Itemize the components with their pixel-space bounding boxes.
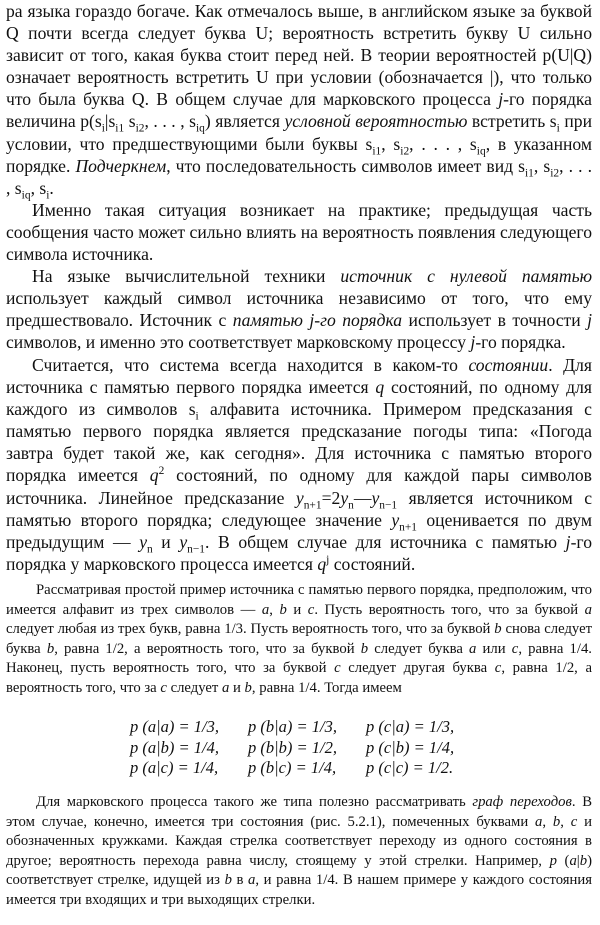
- italic-text: a: [584, 601, 592, 618]
- text-run: в: [231, 872, 249, 889]
- formula-cell: p (b|a) = 1/3,: [248, 717, 337, 736]
- text-run: является источником с памятью второго порядка; следующее значение: [6, 487, 592, 530]
- italic-text: c: [511, 640, 519, 657]
- text-run: ,: [542, 813, 553, 830]
- italic-text: b: [552, 813, 561, 830]
- italic-text: y: [391, 509, 400, 530]
- italic-text: состоянии: [468, 355, 549, 375]
- italic-text: q: [375, 377, 385, 398]
- italic-text: y: [179, 531, 188, 552]
- text-run: s: [124, 111, 136, 132]
- italic-text: условной вероятностью: [284, 111, 468, 132]
- paragraph-transition-graph: [6, 793, 592, 911]
- italic-text: q: [317, 553, 327, 574]
- text-run: . Для источника с памятью первого порядка имеется: [6, 355, 592, 398]
- italic-text: a: [261, 601, 270, 618]
- text-run: использует в точности: [402, 310, 588, 331]
- text-run: Именно такая ситуация возникает на практике; предыдущая часть сообщения часто может сильно влиять на вероятность появления следующего символа источника.: [6, 200, 592, 265]
- italic-text: c: [160, 679, 167, 696]
- text-run: и: [152, 531, 180, 552]
- text-run: Считается, что система всегда находится в каком-то: [32, 355, 469, 375]
- italic-text: j: [587, 310, 593, 331]
- subscript: i: [195, 410, 199, 423]
- text-run: ра языка гораздо богаче. Как отмечалось выше, в английском языке за буквой Q почти всегда следует буква U; вероятность встретить букву U сильно зависит от того, какая буква стоит перед ней. В теории вероятностей p(U|Q) означает вероятность встретить U при условии (обозначается |), что только что была буква Q. В общем случае для марковского процесса: [6, 1, 592, 110]
- italic-text: памятью j-го порядка: [232, 310, 403, 331]
- text-run: На языке вычислительной техники: [32, 266, 341, 286]
- italic-text: b: [46, 640, 55, 657]
- text-run: , . . . , s: [144, 111, 196, 132]
- text-run: , что последовательность символов имеет вид s: [166, 155, 525, 176]
- italic-text: a: [569, 852, 577, 869]
- text-run: , равна 1/2, а вероятность того, что за: [6, 660, 592, 696]
- text-run: , . . . , s: [6, 155, 592, 198]
- italic-text: c: [307, 601, 315, 618]
- text-run: Для марковского процесса такого же типа полезно рассматривать: [36, 794, 473, 810]
- text-run: , в указанном порядке.: [6, 133, 592, 176]
- subscript: i2: [550, 167, 560, 180]
- italic-text: y: [295, 487, 304, 508]
- text-run: ) является: [204, 111, 285, 132]
- formula-cell: p (a|a) = 1/3,: [130, 717, 219, 736]
- paragraph-source-memory: [6, 265, 592, 353]
- subscript: i2: [135, 122, 145, 135]
- italic-text: Подчеркнем: [75, 155, 167, 176]
- paragraph-states: [6, 354, 592, 575]
- text-run: , и равна 1/4. В нашем примере у каждого состояния имеется три входящих и три выходящих стрелки.: [6, 872, 592, 908]
- italic-text: b: [279, 601, 287, 618]
- subscript: n−1: [187, 543, 206, 556]
- transition-probabilities-formula: [130, 717, 490, 779]
- text-run: . Пусть вероятность того, что за буквой: [314, 601, 585, 618]
- italic-text: j: [565, 531, 571, 552]
- formula-row: [130, 717, 490, 738]
- text-run: следует любая из трех букв, равна 1/3. Пусть вероятность того, что за буквой: [6, 621, 495, 638]
- text-run: снова следует буква: [6, 621, 593, 657]
- superscript: 2: [158, 465, 165, 478]
- italic-text: y: [139, 531, 147, 552]
- text-run: и обозначенных кружками. Каждая стрелка соответствует переходу из одного состояния в другое; вероятность перехода равна числу, стоящему у этой стрелки. Например,: [6, 813, 593, 869]
- text-run: символов, и именно это соответствует марковскому процессу: [6, 332, 471, 353]
- subscript: i: [556, 122, 560, 135]
- italic-text: j: [498, 89, 504, 110]
- text-run: ,: [269, 601, 280, 618]
- text-run: , равна 1/4. Тогда имеем: [251, 679, 402, 696]
- italic-text: граф переходов: [472, 794, 572, 810]
- subscript: n+1: [303, 499, 322, 512]
- text-run: |: [576, 852, 580, 869]
- italic-text: b: [579, 852, 588, 869]
- text-run: Рассматривая простой пример источника с памятью первого порядка, предположим, что имеется алфавит из трех символов —: [6, 582, 592, 618]
- formula-cell: p (a|c) = 1/4,: [130, 758, 219, 777]
- text-run: состояний.: [329, 553, 416, 574]
- text-run: , равна 1/2, а вероятность того, что за буквой: [54, 640, 361, 657]
- italic-text: j: [470, 332, 476, 353]
- subscript: n: [147, 543, 153, 556]
- formula-row: [130, 758, 490, 779]
- italic-text: c: [334, 660, 341, 677]
- italic-text: a: [248, 872, 256, 889]
- text-run: . В общем случае для источника с памятью: [205, 531, 566, 552]
- text-run: , s: [533, 155, 551, 176]
- text-run: состояний, по одному для каждой пары символов источника. Линейное предсказание: [6, 465, 592, 508]
- italic-text: y: [371, 487, 380, 508]
- subscript: i2: [400, 145, 410, 158]
- text-run: алфавита источника. Примером предсказания с памятью первого порядка является предсказание погоды типа: «Погода завтра будет такой же, как сегодня». Для источника с памятью второго порядка имеется: [6, 399, 592, 486]
- text-run: —: [353, 487, 372, 508]
- italic-text: q: [149, 465, 159, 486]
- italic-text: y: [340, 487, 349, 508]
- text-run: |s: [104, 111, 116, 132]
- subscript: n+1: [399, 521, 418, 534]
- paragraph-first-order-example: [6, 581, 592, 699]
- italic-text: p: [549, 852, 557, 869]
- subscript: iq: [21, 189, 31, 202]
- text-run: встретить s: [467, 111, 557, 132]
- formula-cell: p (b|b) = 1/2,: [248, 737, 337, 757]
- subscript: iq: [195, 122, 205, 135]
- italic-text: c: [570, 813, 578, 830]
- subscript: i: [46, 189, 50, 202]
- text-run: , s: [381, 133, 401, 154]
- formula-cell: p (c|c) = 1/2.: [366, 758, 454, 777]
- text-run: , s: [30, 177, 47, 198]
- text-run: следует другая буква: [340, 660, 495, 677]
- text-run: -го порядка величина p(s: [6, 89, 592, 132]
- italic-text: b: [224, 872, 232, 889]
- subscript: i: [101, 122, 105, 135]
- italic-text: b: [360, 640, 369, 657]
- text-run: ) соответствует стрелке, идущей из: [6, 852, 592, 889]
- text-run: -го порядка.: [475, 332, 566, 353]
- text-run: использует каждый символ источника независимо от того, что ему предшествовало. Источник с: [6, 288, 592, 331]
- subscript: n−1: [379, 499, 398, 512]
- italic-text: a: [469, 640, 477, 657]
- subscript: iq: [476, 145, 486, 158]
- formula-cell: p (a|b) = 1/4,: [130, 737, 219, 757]
- subscript: i1: [115, 122, 125, 135]
- text-run: , равна 1/4. Наконец, пусть вероятность того, что за буквой: [6, 640, 592, 677]
- text-run: оценивается по двум предыдущим —: [6, 509, 592, 552]
- italic-text: c: [494, 660, 502, 677]
- italic-text: b: [244, 679, 252, 696]
- italic-text: b: [494, 621, 502, 638]
- text-run: ,: [560, 813, 571, 830]
- text-run: -го порядка у марковского процесса имеется: [6, 531, 592, 574]
- text-run: следует буква: [368, 640, 470, 657]
- paragraph-practical-situation: [6, 199, 592, 265]
- formula-row: [130, 738, 490, 759]
- text-run: следует: [166, 679, 222, 696]
- formula-cell: p (c|b) = 1/4,: [366, 737, 455, 757]
- formula-cell: p (b|c) = 1/4,: [248, 758, 337, 777]
- subscript: i1: [372, 145, 382, 158]
- paragraph-markov-conditional-probability: [6, 0, 592, 202]
- text-run: состояний, по одному для каждого из символов s: [6, 377, 592, 420]
- text-run: .: [49, 177, 54, 198]
- text-run: или: [476, 640, 512, 657]
- text-run: . В этом случае, конечно, имеется три состояния (рис. 5.2.1), помеченных буквами: [6, 794, 592, 830]
- italic-text: a: [221, 679, 230, 696]
- italic-text: источник с нулевой памятью: [340, 266, 593, 286]
- text-run: и: [286, 601, 308, 618]
- text-run: (: [556, 852, 570, 869]
- superscript: j: [326, 553, 330, 566]
- text-run: при условии, что предшествующими были буквы s: [6, 111, 592, 154]
- italic-text: a: [535, 813, 543, 830]
- text-run: , . . . , s: [409, 133, 477, 154]
- subscript: i1: [525, 167, 534, 180]
- formula-cell: p (c|a) = 1/3,: [366, 717, 455, 736]
- text-run: и: [229, 679, 245, 696]
- text-run: =2: [321, 487, 341, 508]
- subscript: n: [348, 499, 354, 512]
